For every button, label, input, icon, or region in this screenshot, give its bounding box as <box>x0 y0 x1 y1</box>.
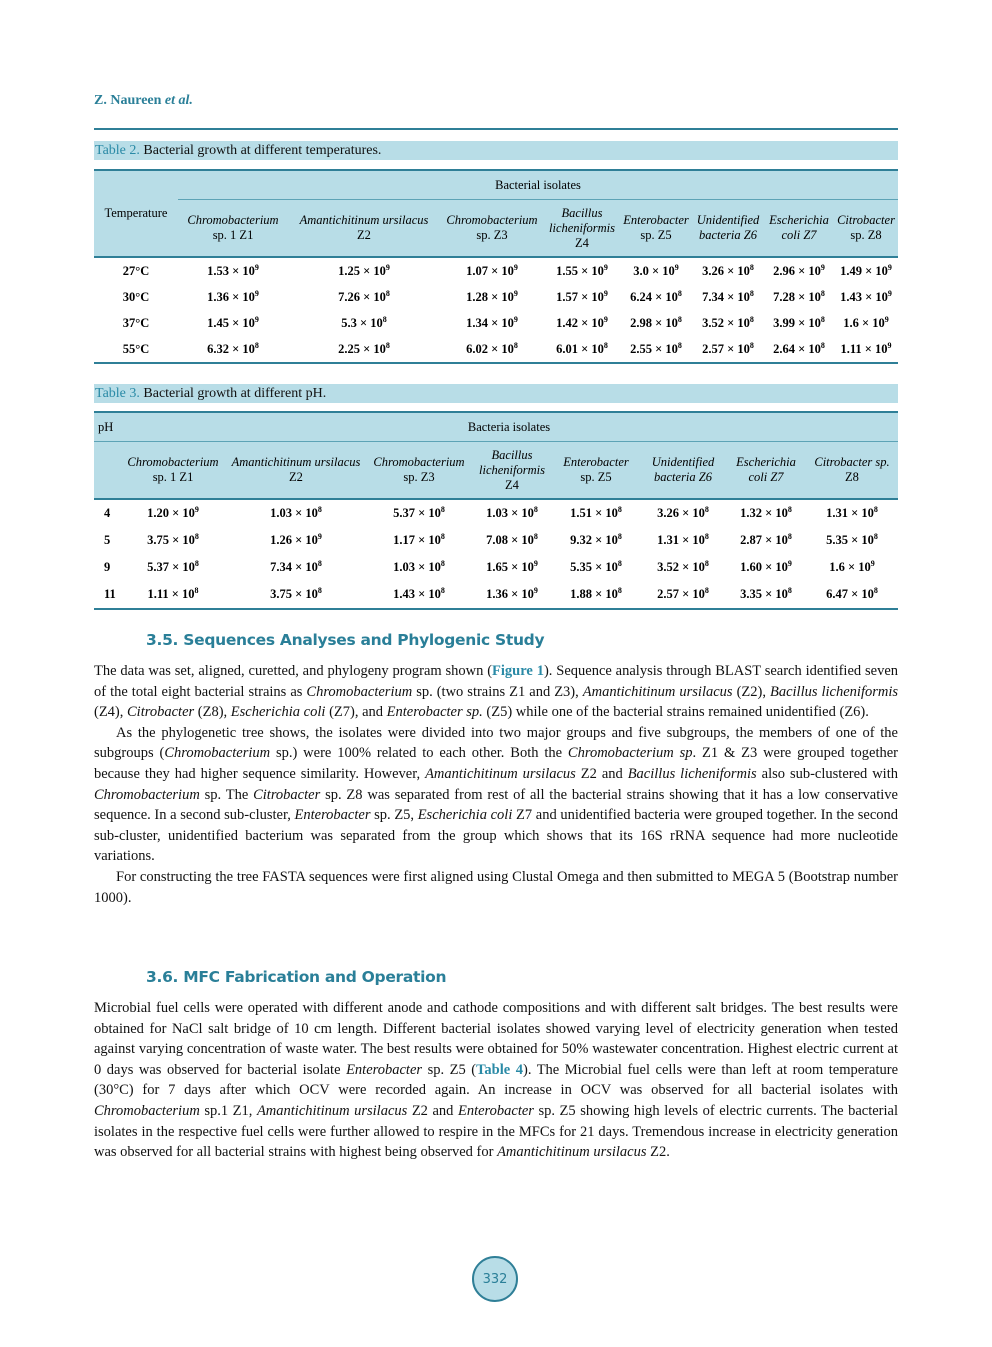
table-cell: $1.60 \times 10^9$ <box>740 559 792 574</box>
table2-row-header: Temperature <box>94 170 178 257</box>
table-cell: $1.55 \times 10^9$ <box>556 262 608 278</box>
table2-col-z8: Citrobacter sp. Z8 <box>834 200 898 258</box>
table-cell: $2.57 \times 10^8$ <box>692 336 764 363</box>
table-cell: $1.49 \times 10^9$ <box>840 262 892 278</box>
row-label: 4 <box>104 506 111 520</box>
table-cell: $7.34 \times 10^8$ <box>702 288 754 304</box>
table-cell: $1.45 \times 10^9$ <box>207 314 259 330</box>
figure-1-link[interactable]: Figure 1 <box>492 663 544 679</box>
table2-column-header-row <box>94 200 898 258</box>
table3-col-z4: Bacillus licheniformis Z4 <box>472 442 552 500</box>
table2-group-header-row <box>94 170 898 200</box>
table3-col-z8: Citrobacter sp. Z8 <box>806 442 898 500</box>
table-cell: $1.53 \times 10^9$ <box>207 262 259 278</box>
table-cell: $6.02 \times 10^8$ <box>440 336 544 363</box>
table-cell: $1.03 \times 10^8$ <box>393 559 445 574</box>
table2-col-z2: Amantichitinum ursilacus Z2 <box>288 200 440 258</box>
table-cell: $2.96 \times 10^9$ <box>773 262 825 278</box>
table-cell: $1.57 \times 10^9$ <box>556 288 608 304</box>
table2-col-z3: Chromobacterium sp. Z3 <box>440 200 544 258</box>
table-cell: $7.08 \times 10^8$ <box>486 532 538 547</box>
table3-col-z6: Unidentified bacteria Z6 <box>640 442 726 500</box>
table-cell: $1.42 \times 10^9$ <box>556 314 608 330</box>
section-3-6-title: 3.6. MFC Fabrication and Operation <box>146 968 447 986</box>
table-cell: $2.64 \times 10^8$ <box>764 336 834 363</box>
table-cell: $6.47 \times 10^8$ <box>806 581 898 609</box>
table-cell: $1.36 \times 10^9$ <box>472 581 552 609</box>
table2-caption <box>94 141 898 160</box>
author-name: Z. Naureen <box>94 93 162 108</box>
table-cell: $6.32 \times 10^8$ <box>178 336 288 363</box>
table3-body <box>94 499 898 609</box>
section-3-5-title: 3.5. Sequences Analyses and Phylogenic Study <box>146 631 545 649</box>
table-cell: $5.35 \times 10^8$ <box>826 532 878 547</box>
table-cell: $1.32 \times 10^8$ <box>740 505 792 520</box>
table2-col-z1: Chromobacterium sp. 1 Z1 <box>178 200 288 258</box>
table-cell: $7.34 \times 10^8$ <box>270 559 322 574</box>
section-3-5-paragraph-2: As the phylogenetic tree shows, the isolates were divided into two major groups and five subgroups, the members of one of the subgroups (Chromobacterium sp.) were 100% related to each other. Both the Chromobacterium sp. Z1 & Z3 were grouped together because they had higher sequence similarity. However, Amantichitinum ursilacus Z2 and Bacillus licheniformis also sub-clustered with Chromobacterium sp. The Citrobacter sp. Z8 was separated from rest of all the bacterial strains showing that it has a low conservative sequence. In a second sub-cluster, Enterobacter sp. Z5, Escherichia coli Z7 and unidentified bacteria were grouped together. In the second sub-cluster, unidentified bacterium was separated from the group which shows that its 16S rRNA sequence had more nucleotide variations. <box>94 724 898 865</box>
table-cell: $5.3 \times 10^8$ <box>341 314 387 330</box>
table-cell: $5.37 \times 10^8$ <box>393 505 445 520</box>
table-cell: $2.25 \times 10^8$ <box>288 336 440 363</box>
table3-col-z3: Chromobacterium sp. Z3 <box>366 442 472 500</box>
table-cell: $3.75 \times 10^8$ <box>226 581 366 609</box>
table-cell: $1.6 \times 10^9$ <box>843 314 889 330</box>
table-cell: $3.99 \times 10^8$ <box>773 314 825 330</box>
table-cell: $1.07 \times 10^9$ <box>466 262 518 278</box>
table3-col-z7: Escherichia coli Z7 <box>726 442 806 500</box>
page-number-badge <box>472 1256 518 1302</box>
table-cell: $7.26 \times 10^8$ <box>338 288 390 304</box>
table-cell: $5.37 \times 10^8$ <box>147 559 199 574</box>
table3-col-z2: Amantichitinum ursilacus Z2 <box>226 442 366 500</box>
row-label: 55°C <box>94 336 178 363</box>
section-3-5-paragraph-1: The data was set, aligned, curetted, and phylogeny program shown (Figure 1). Sequence analysis through BLAST search identified seven of the total eight bacterial strains as Chromobacterium sp. (two strains Z1 and Z3), Amantichitinum ursilacus (Z2), Bacillus licheniformis (Z4), Citrobacter (Z8), Escherichia coli (Z7), and Enterobacter sp. (Z5) while one of the bacterial strains remained unidentified (Z6). <box>94 663 899 721</box>
row-label: 5 <box>104 533 111 547</box>
section-3-5-body <box>94 661 898 908</box>
row-label: 37°C <box>122 315 150 330</box>
row-label: 11 <box>94 581 120 609</box>
table-cell: $1.88 \times 10^8$ <box>552 581 640 609</box>
table-cell: $3.0 \times 10^9$ <box>633 262 679 278</box>
table-cell: $3.35 \times 10^8$ <box>726 581 806 609</box>
table-cell: $2.98 \times 10^8$ <box>630 314 682 330</box>
table-4-link[interactable]: Table 4 <box>476 1061 523 1078</box>
table2 <box>94 169 898 364</box>
table-cell: $1.6 \times 10^9$ <box>829 559 875 574</box>
table3-row <box>94 499 898 527</box>
table2-label: Table 2. <box>95 143 140 158</box>
table-cell: $1.03 \times 10^8$ <box>270 505 322 520</box>
table-cell: $1.03 \times 10^8$ <box>486 505 538 520</box>
section-3-6-body <box>94 998 898 1163</box>
table3-row <box>94 527 898 554</box>
table3-caption <box>94 384 898 403</box>
table-cell: $3.26 \times 10^8$ <box>702 262 754 278</box>
table-cell: $6.01 \times 10^8$ <box>544 336 620 363</box>
table-cell: $1.25 \times 10^9$ <box>338 262 390 278</box>
table3-col-z5: Enterobacter sp. Z5 <box>552 442 640 500</box>
table2-group-header: Bacterial isolates <box>178 170 898 200</box>
table-cell: $3.26 \times 10^8$ <box>657 505 709 520</box>
running-head <box>94 93 193 109</box>
table-cell: $1.51 \times 10^8$ <box>570 505 622 520</box>
table-cell: $2.55 \times 10^8$ <box>620 336 692 363</box>
table2-col-z7: Escherichia coli Z7 <box>764 200 834 258</box>
table-cell: $1.43 \times 10^9$ <box>840 288 892 304</box>
table-cell: $1.11 \times 10^9$ <box>834 336 898 363</box>
row-label: 27°C <box>122 263 150 278</box>
table-cell: $1.31 \times 10^8$ <box>826 505 878 520</box>
table2-row <box>94 336 898 363</box>
author-etal: et al. <box>164 93 193 108</box>
table3-row <box>94 554 898 581</box>
section-3-5-paragraph-3: For constructing the tree FASTA sequences were first aligned using Clustal Omega and then submitted to MEGA 5 (Bootstrap number 1000). <box>94 868 898 906</box>
table-cell: $1.20 \times 10^9$ <box>147 505 199 520</box>
table-cell: $1.26 \times 10^9$ <box>270 532 322 547</box>
table-cell: $1.34 \times 10^9$ <box>466 314 518 330</box>
table3-col-z1: Chromobacterium sp. 1 Z1 <box>120 442 226 500</box>
table3-row <box>94 581 898 609</box>
table2-title: Bacterial growth at different temperatures. <box>143 143 382 158</box>
table2-row <box>94 310 898 336</box>
table3-label: Table 3. <box>95 386 140 401</box>
page-number: 332 <box>482 1271 508 1287</box>
table-cell: $3.75 \times 10^8$ <box>147 532 199 547</box>
table3 <box>94 411 898 610</box>
table2-row <box>94 284 898 310</box>
table2-body <box>94 257 898 363</box>
table2-col-z6: Unidentified bacteria Z6 <box>692 200 764 258</box>
header-rule <box>94 128 898 130</box>
table-cell: $9.32 \times 10^8$ <box>570 532 622 547</box>
table-cell: $1.43 \times 10^8$ <box>366 581 472 609</box>
table3-row-header: pH <box>94 412 120 442</box>
table-cell: $1.28 \times 10^9$ <box>466 288 518 304</box>
table3-group-header-row <box>94 412 898 442</box>
row-label: 30°C <box>122 289 150 304</box>
table-cell: $1.31 \times 10^8$ <box>657 532 709 547</box>
table2-col-z4: Bacillus licheniformis Z4 <box>544 200 620 258</box>
table-cell: $6.24 \times 10^8$ <box>630 288 682 304</box>
table-cell: $1.36 \times 10^9$ <box>207 288 259 304</box>
table-cell: $3.52 \times 10^8$ <box>702 314 754 330</box>
table-cell: $2.57 \times 10^8$ <box>640 581 726 609</box>
table3-group-header: Bacteria isolates <box>120 412 898 442</box>
table-cell: $3.52 \times 10^8$ <box>657 559 709 574</box>
section-3-6-paragraph-1: Microbial fuel cells were operated with different anode and cathode compositions and with different salt bridges. The best results were obtained for NaCl salt bridge of 10 cm length. Different bacterial isolates showed varying level of electricity generation when tested against varying concentration of waste water. The best results were obtained for 50% wastewater concentration. Highest electric current at 0 days was observed for bacterial isolate Enterobacter sp. Z5 (Table 4). The Microbial fuel cells were than left at room temperature (30°C) for 7 days after which OCV were recorded again. An increase in OCV was observed for all bacterial isolates with Chromobacterium sp.1 Z1, Amantichitinum ursilacus Z2 and Enterobacter sp. Z5 showing high levels of electric currents. The bacterial isolates in the respective fuel cells were further allowed to respire in the MFCs for 21 days. Tremendous increase in electricity generation was observed for all bacterial strains with highest being observed for Amantichitinum ursilacus Z2. <box>94 1000 899 1161</box>
row-label: 9 <box>104 560 111 574</box>
table3-col-blank <box>94 442 120 500</box>
table-cell: $1.65 \times 10^9$ <box>486 559 538 574</box>
table-cell: $5.35 \times 10^8$ <box>570 559 622 574</box>
table-cell: $2.87 \times 10^8$ <box>740 532 792 547</box>
table3-title: Bacterial growth at different pH. <box>143 386 327 401</box>
table3-column-header-row <box>94 442 898 500</box>
table-cell: $1.11 \times 10^8$ <box>120 581 226 609</box>
table2-col-z5: Enterobacter sp. Z5 <box>620 200 692 258</box>
table2-row <box>94 257 898 284</box>
table-cell: $7.28 \times 10^8$ <box>773 288 825 304</box>
table-cell: $1.17 \times 10^8$ <box>393 532 445 547</box>
